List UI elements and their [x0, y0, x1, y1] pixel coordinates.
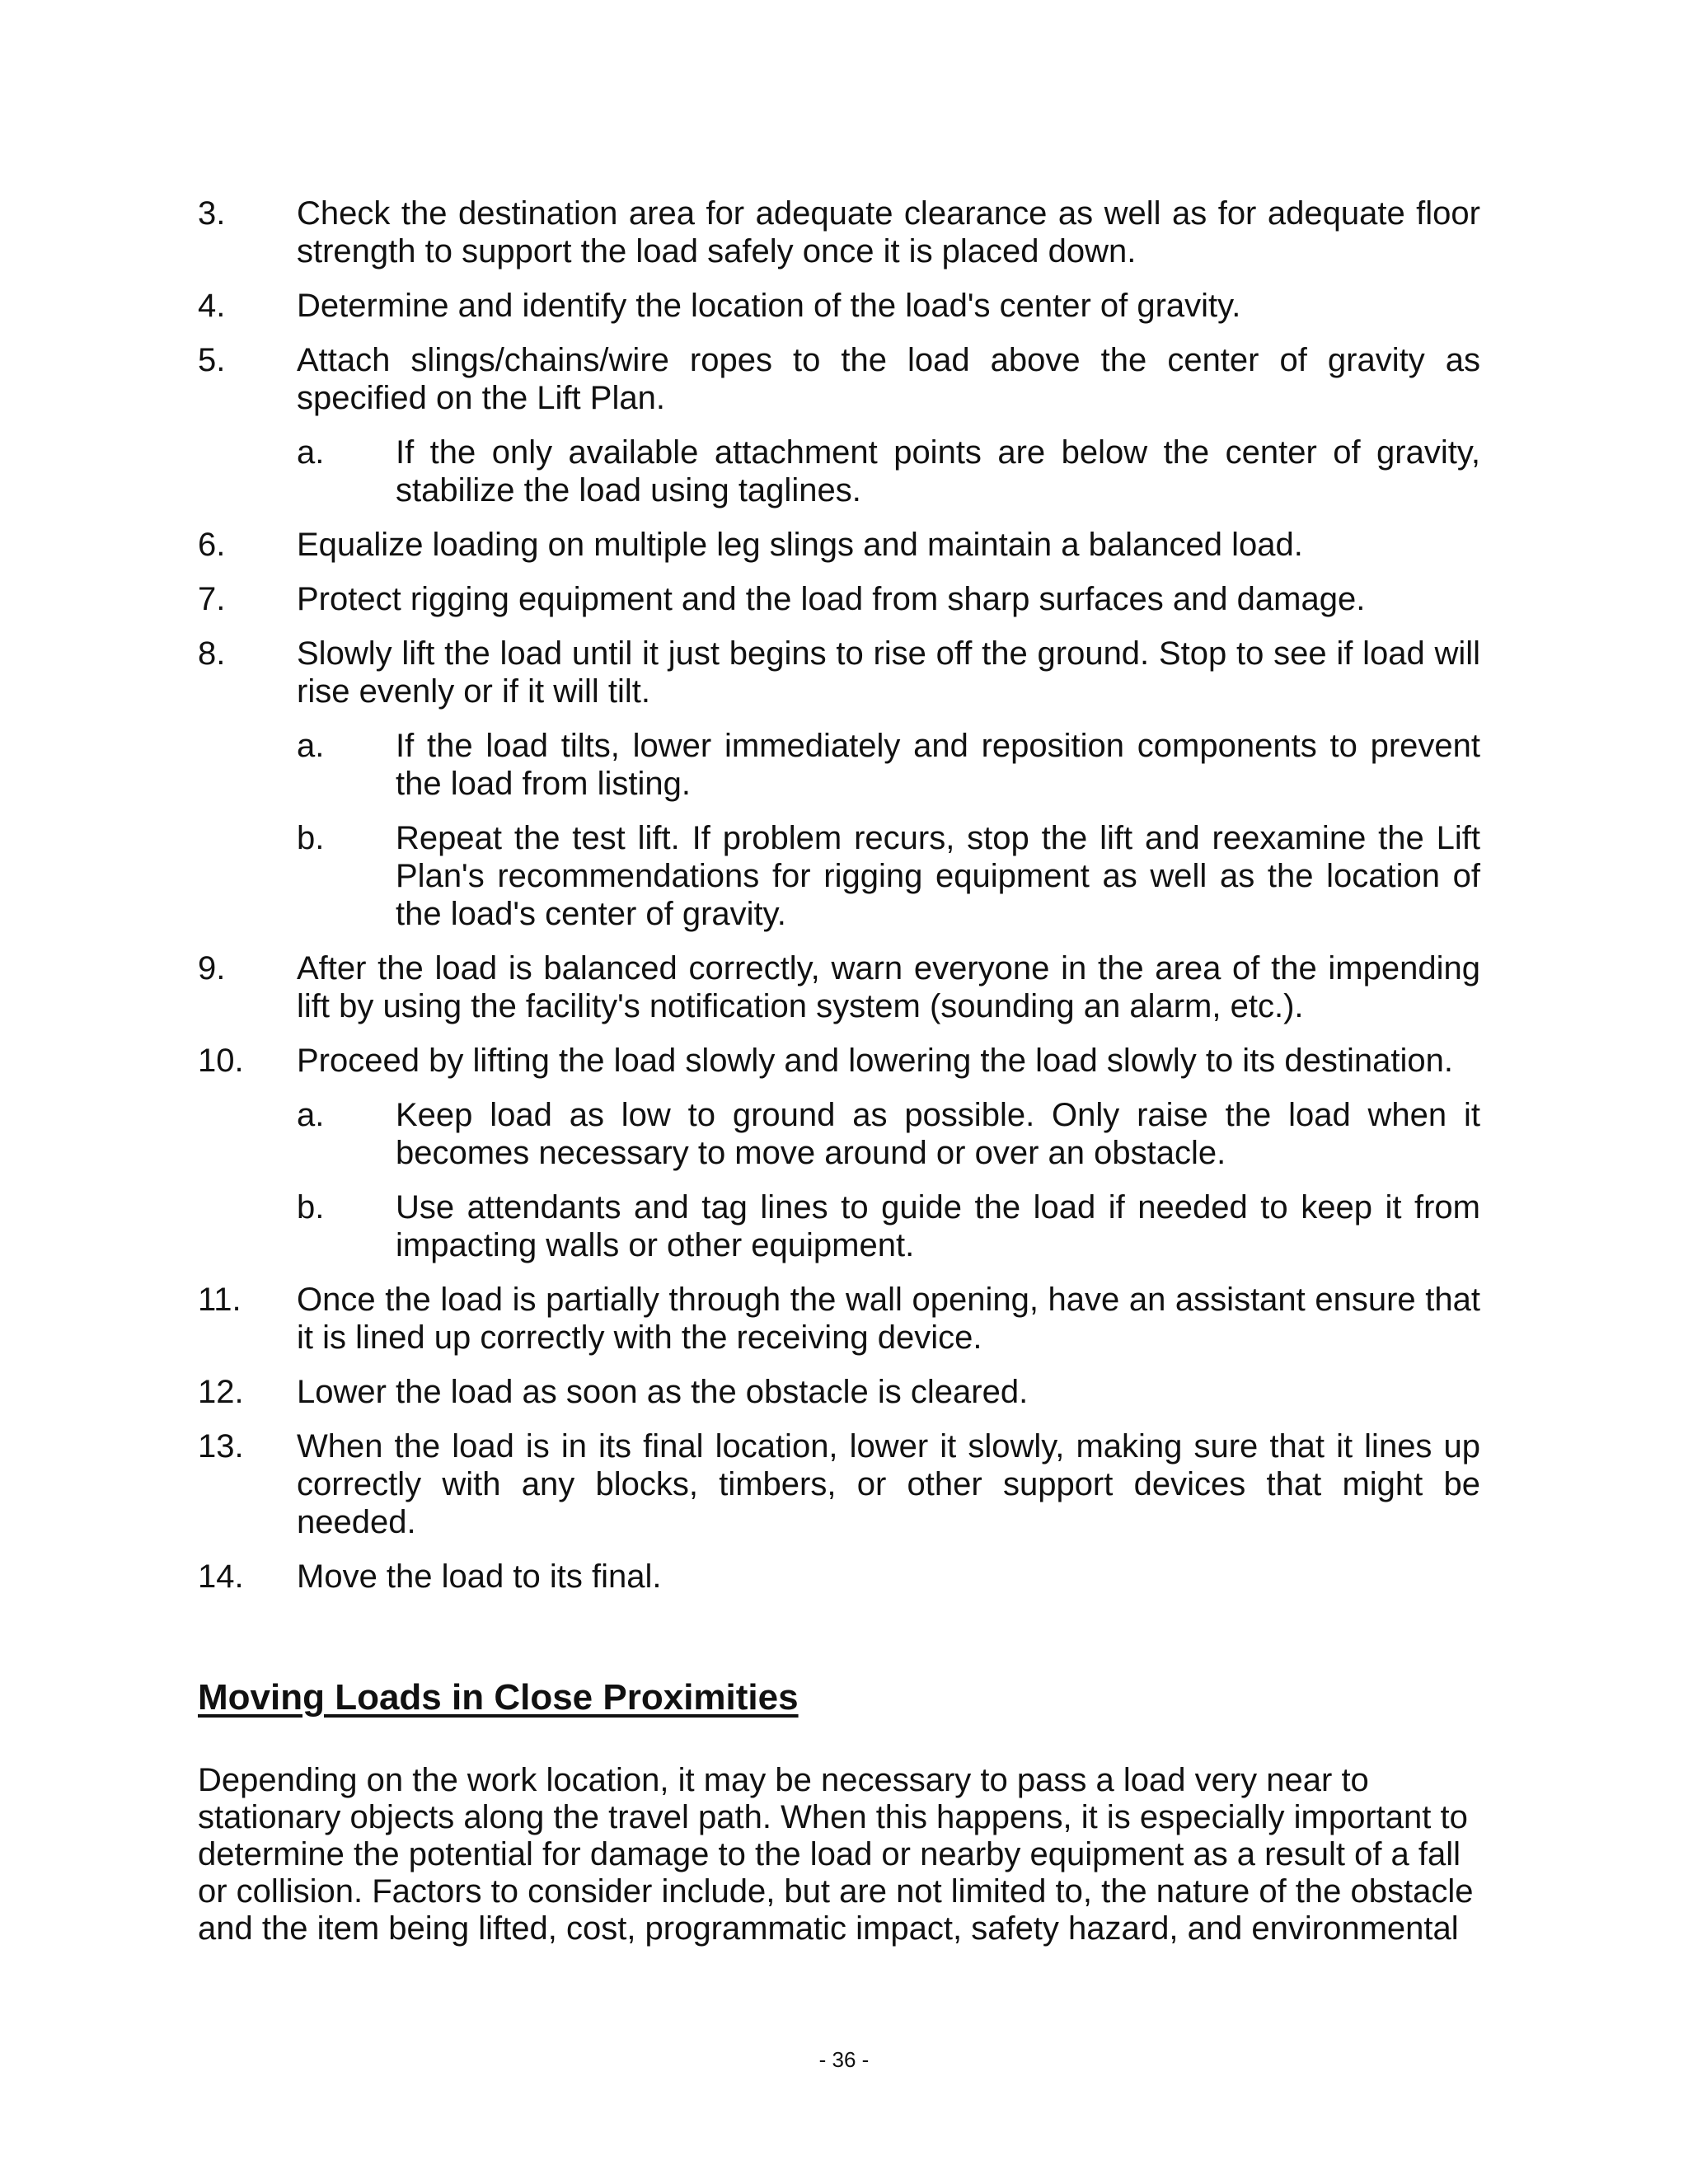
list-item-number: 14. — [198, 1558, 244, 1595]
list-item-text: Equalize loading on multiple leg slings and maintain a balanced load. — [297, 527, 1303, 563]
list-item-text: After the load is balanced correctly, warn everyone in the area of the impending lift by using the facility's notification system (sounding an alarm, etc.). — [297, 950, 1480, 1024]
list-item-number: 9. — [198, 950, 226, 987]
list-item-body — [297, 341, 1480, 509]
list-item — [198, 1558, 1480, 1596]
list-item — [198, 341, 1480, 509]
section-paragraph: Depending on the work location, it may be necessary to pass a load very near to stationary objects along the travel path. When this happens, it is especially important to determine the potential for damage to the load or nearby equipment as a result of a fall or collision. Factors to consider include, but are not limited to, the nature of the obstacle and the item being lifted, cost, programmatic impact, safety hazard, and environmental — [198, 1762, 1474, 1947]
sub-list — [297, 434, 1480, 509]
section-heading: Moving Loads in Close Proximities — [198, 1677, 799, 1718]
list-item-text: Move the load to its final. — [297, 1558, 662, 1595]
list-item — [198, 526, 1480, 564]
sub-list-item-text: Keep load as low to ground as possible. Only raise the load when it becomes necessary to move around or over an obstacle. — [396, 1097, 1480, 1171]
list-item-text: Slowly lift the load until it just begins to rise off the ground. Stop to see if load will rise evenly or if it will tilt. — [297, 635, 1480, 710]
list-item-body — [297, 526, 1480, 564]
list-item-body — [297, 1373, 1480, 1411]
list-item-text: Once the load is partially through the wall opening, have an assistant ensure that it is lined up correctly with the receiving device. — [297, 1282, 1480, 1356]
list-item — [198, 1373, 1480, 1411]
sub-list-item — [297, 1188, 1480, 1264]
list-item — [198, 1042, 1480, 1264]
page-content — [198, 194, 1480, 1947]
list-item — [198, 949, 1480, 1025]
sub-list-item-text: Repeat the test lift. If problem recurs, stop the lift and reexamine the Lift Plan's recommendations for rigging equipment as well as the location of the load's center of gravity. — [396, 820, 1480, 932]
procedure-list — [198, 194, 1480, 1596]
sub-list — [297, 727, 1480, 933]
sub-list — [297, 1096, 1480, 1264]
sub-list-item-letter: b. — [297, 820, 325, 856]
list-item — [198, 194, 1480, 270]
page-number: - 36 - — [818, 2047, 870, 2072]
list-item-number: 6. — [198, 527, 226, 563]
sub-list-item-letter: a. — [297, 434, 325, 471]
sub-list-item-text: If the only available attachment points are below the center of gravity, stabilize the load using taglines. — [396, 434, 1480, 509]
sub-list-item — [297, 434, 1480, 509]
list-item-body — [297, 1427, 1480, 1541]
list-item-body — [297, 580, 1480, 618]
list-item-number: 4. — [198, 288, 226, 324]
list-item-body — [297, 287, 1480, 325]
list-item — [198, 287, 1480, 325]
list-item-number: 5. — [198, 342, 226, 378]
list-item-body — [297, 1281, 1480, 1357]
list-item — [198, 1427, 1480, 1541]
sub-list-item — [297, 727, 1480, 803]
list-item-text: Check the destination area for adequate clearance as well as for adequate floor strength to support the load safely once it is placed down. — [297, 195, 1480, 269]
list-item-text: Determine and identify the location of the load's center of gravity. — [297, 288, 1241, 324]
list-item-text: Attach slings/chains/wire ropes to the load above the center of gravity as specified on the Lift Plan. — [297, 342, 1480, 416]
list-item-text: Lower the load as soon as the obstacle is cleared. — [297, 1374, 1029, 1410]
list-item — [198, 1281, 1480, 1357]
sub-list-item-letter: a. — [297, 728, 325, 764]
list-item-text: Proceed by lifting the load slowly and lowering the load slowly to its destination. — [297, 1043, 1454, 1079]
list-item-number: 3. — [198, 195, 226, 232]
list-item-number: 12. — [198, 1374, 244, 1410]
list-item-number: 10. — [198, 1043, 244, 1079]
sub-list-item-letter: a. — [297, 1097, 325, 1133]
list-item-text: Protect rigging equipment and the load from sharp surfaces and damage. — [297, 581, 1366, 617]
list-item — [198, 635, 1480, 933]
list-item — [198, 580, 1480, 618]
sub-list-item-text: If the load tilts, lower immediately and reposition components to prevent the load from listing. — [396, 728, 1480, 802]
list-item-text: When the load is in its final location, lower it slowly, making sure that it lines up correctly with any blocks, timbers, or other support devices that might be needed. — [297, 1428, 1480, 1540]
list-item-body — [297, 1558, 1480, 1596]
sub-list-item — [297, 819, 1480, 933]
list-item-number: 8. — [198, 635, 226, 672]
list-item-number: 11. — [198, 1282, 241, 1318]
list-item-body — [297, 1042, 1480, 1264]
list-item-number: 13. — [198, 1428, 244, 1465]
list-item-number: 7. — [198, 581, 226, 617]
list-item-body — [297, 194, 1480, 270]
list-item-body — [297, 949, 1480, 1025]
sub-list-item — [297, 1096, 1480, 1172]
list-item-body — [297, 635, 1480, 933]
sub-list-item-letter: b. — [297, 1189, 325, 1226]
sub-list-item-text: Use attendants and tag lines to guide the load if needed to keep it from impacting walls or other equipment. — [396, 1189, 1480, 1263]
